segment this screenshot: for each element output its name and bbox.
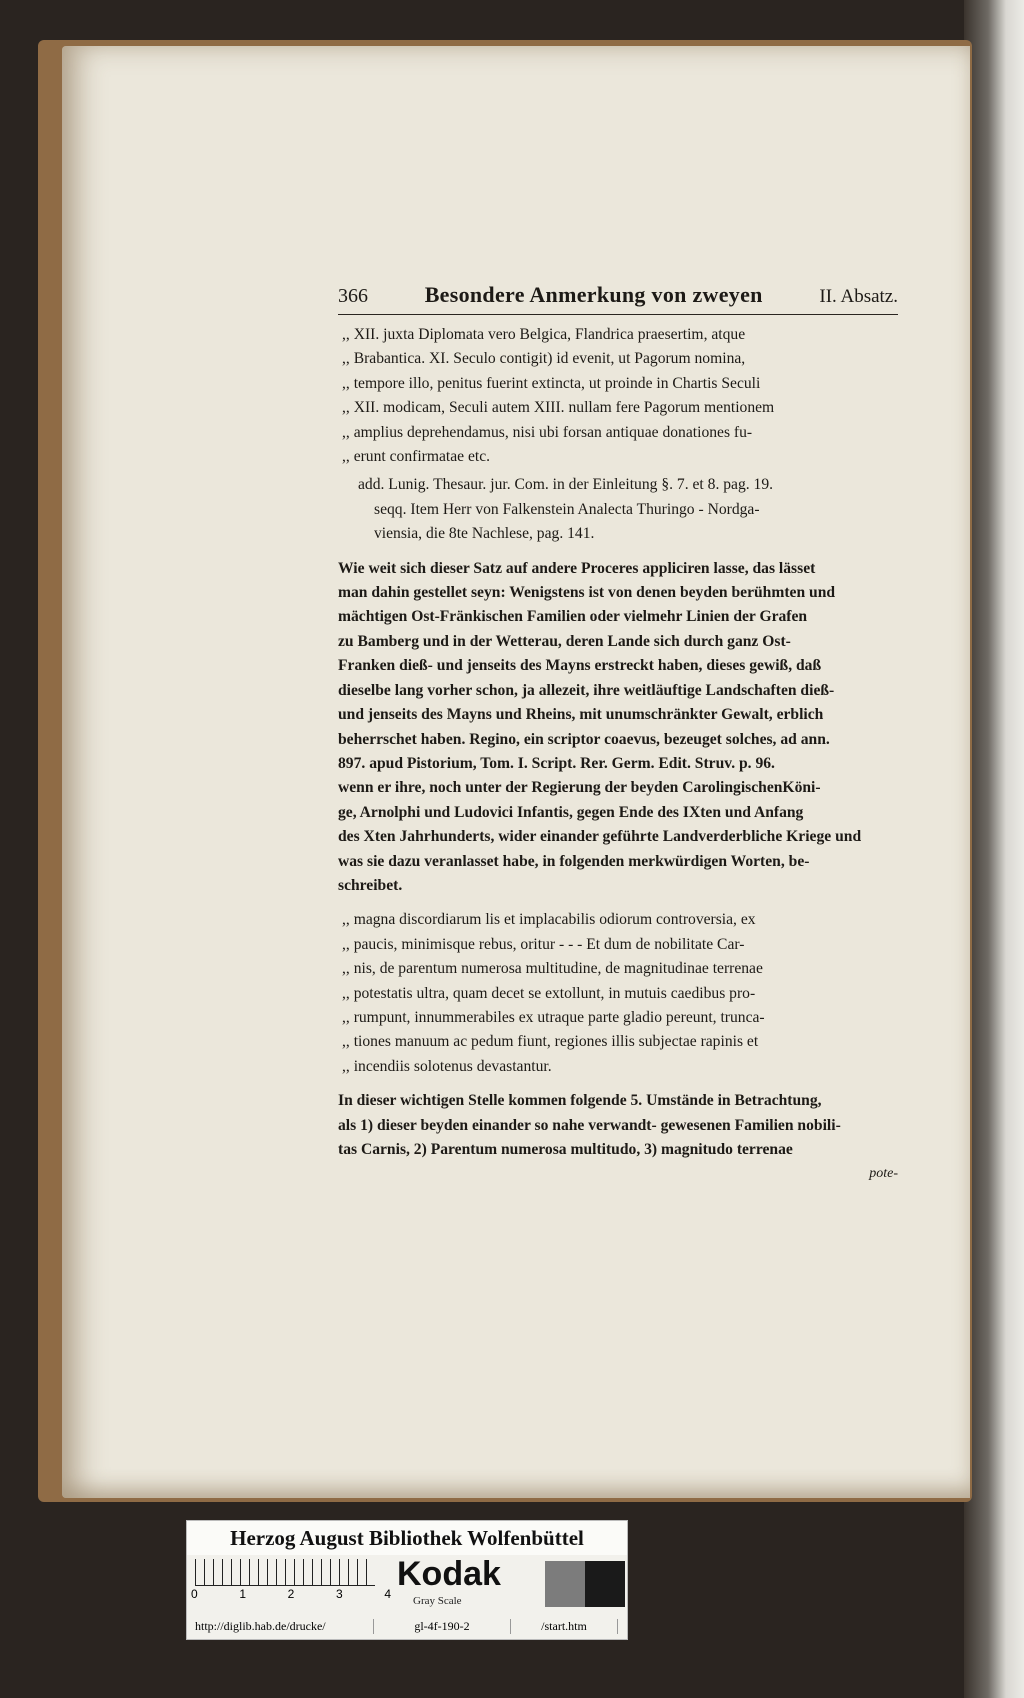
quote-line: ,, incendiis solotenus devastantur. <box>342 1057 552 1075</box>
body-line: In dieser wichtigen Stelle kommen folgende 5. Umstände in Betrachtung, <box>338 1092 822 1110</box>
latin-quote-1 <box>338 323 898 469</box>
body-line: was sie dazu veranlasset habe, in folgenden merkwürdigen Worten, be- <box>338 852 810 870</box>
quote-line: ,, tiones manuum ac pedum fiunt, regiones illis subjectae rapinis et <box>342 1033 759 1051</box>
quote-line: ,, potestatis ultra, quam decet se extollunt, in mutuis caedibus pro- <box>342 984 756 1002</box>
black-swatch <box>585 1561 625 1607</box>
quote-line: ,, XII. juxta Diplomata vero Belgica, Flandrica praesertim, atque <box>342 326 746 343</box>
body-line: zu Bamberg und in der Wetterau, deren Lande sich durch ganz Ost- <box>338 632 791 650</box>
ruler-number: 0 <box>191 1587 198 1601</box>
body-line: ge, Arnolphi und Ludovici Infantis, gegen Ende des IXten und Anfang <box>338 803 804 821</box>
gray-scale-label: Gray Scale <box>413 1595 462 1607</box>
quote-line: ,, rumpunt, innummerabiles ex utraque parte gladio pereunt, trunca- <box>342 1008 765 1026</box>
section-label: II. Absatz. <box>819 286 898 307</box>
body-line: 897. apud Pistorium, Tom. I. Script. Rer. Germ. Edit. Struv. p. 96. <box>338 754 775 772</box>
adjacent-page-edge <box>964 0 1024 1698</box>
signature-text: gl-4f-190-2 <box>374 1619 511 1634</box>
note-line: add. Lunig. Thesaur. jur. Com. in der Einleitung §. 7. et 8. pag. 19. <box>358 476 774 494</box>
ruler-number: 2 <box>287 1587 295 1601</box>
quote-line: ,, XII. modicam, Seculi autem XIII. nullam fere Pagorum mentionem <box>342 399 775 417</box>
page-number: 366 <box>338 285 368 307</box>
body-paragraph-2 <box>338 1089 898 1162</box>
ruler-numbers <box>191 1587 391 1601</box>
quote-line: ,, magna discordiarum lis et implacabilis odiorum controversia, ex <box>342 911 756 929</box>
library-name: Herzog August Bibliothek Wolfenbüttel <box>187 1521 627 1555</box>
url-text: http://diglib.hab.de/drucke/ <box>187 1619 374 1634</box>
ruler-number: 1 <box>239 1587 247 1601</box>
body-line: wenn er ihre, noch unter der Regierung der beyden CarolingischenKöni- <box>338 779 821 797</box>
body-line: tas Carnis, 2) Parentum numerosa multitudo, 3) magnitudo terrenae <box>338 1141 793 1158</box>
quote-line: ,, tempore illo, penitus fuerint extincta, ut proinde in Chartis Seculi <box>342 374 761 392</box>
body-line: schreibet. <box>338 876 403 894</box>
catchword: pote- <box>869 1166 898 1182</box>
page-header <box>338 282 898 315</box>
body-line: des Xten Jahrhunderts, wider einander geführte Landverderbliche Kriege und <box>338 828 862 846</box>
quote-line: ,, Brabantica. XI. Seculo contigit) id evenit, ut Pagorum nomina, <box>342 350 746 368</box>
page-text <box>338 282 898 1182</box>
body-line: Franken dieß- und jenseits des Mayns erstreckt haben, dieses gewiß, daß <box>338 657 822 675</box>
digitization-info-row <box>187 1613 627 1639</box>
body-line: dieselbe lang vorher schon, ja allezeit, ihre weitläuftige Landschaften dieß- <box>338 681 835 699</box>
body-line: als 1) dieser beyden einander so nahe verwandt- gewesenen Familien nobili- <box>338 1116 841 1134</box>
ruler-number: 3 <box>335 1587 343 1601</box>
body-line: mächtigen Ost-Fränkischen Familien oder vielmehr Linien der Grafen <box>338 608 808 626</box>
quote-line: ,, paucis, minimisque rebus, oritur - - - Et dum de nobilitate Car- <box>342 935 745 953</box>
running-title: Besondere Anmerkung von zweyen <box>424 282 763 307</box>
kodak-logo: Kodak <box>397 1555 501 1593</box>
latin-quote-2 <box>338 908 898 1079</box>
gray-swatch <box>545 1561 585 1607</box>
ruler-scale <box>195 1559 375 1586</box>
start-text: /start.htm <box>511 1619 618 1634</box>
ruler-number: 4 <box>384 1587 391 1601</box>
reference-note <box>338 473 898 546</box>
body-line: beherrschet haben. Regino, ein scriptor coaevus, bezeuget solches, ad ann. <box>338 730 830 748</box>
body-line: Wie weit sich dieser Satz auf andere Proceres appliciren lasse, das lässet <box>338 559 816 577</box>
body-line: und jenseits des Mayns und Rheins, mit unumschränkter Gewalt, erblich <box>338 706 824 724</box>
quote-line: ,, erunt confirmatae etc. <box>342 448 491 466</box>
quote-line: ,, nis, de parentum numerosa multitudine, de magnitudinae terrenae <box>342 960 763 978</box>
quote-line: ,, amplius deprehendamus, nisi ubi forsan antiquae donationes fu- <box>342 423 753 441</box>
note-line: seqq. Item Herr von Falkenstein Analecta Thuringo - Nordga- <box>374 500 760 518</box>
note-line: viensia, die 8te Nachlese, pag. 141. <box>374 525 595 543</box>
color-target-card <box>186 1520 628 1640</box>
body-paragraph-1 <box>338 557 898 899</box>
body-line: man dahin gestellet seyn: Wenigstens ist von denen beyden berühmten und <box>338 584 836 602</box>
